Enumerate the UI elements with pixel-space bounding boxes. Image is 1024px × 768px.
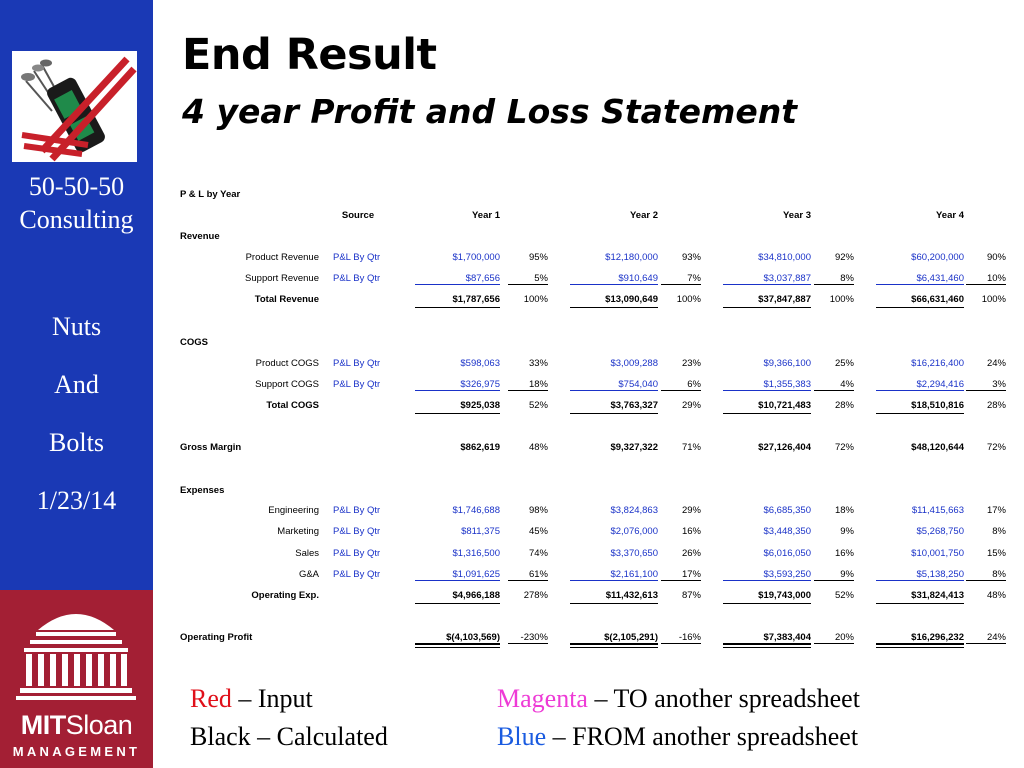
value-year-3: $1,355,383 [723, 379, 811, 391]
percent-year-3: 20% [814, 632, 854, 644]
value-year-2: $754,040 [570, 379, 658, 391]
value-year-4: $60,200,000 [911, 252, 964, 263]
legend-red-word: Red [190, 684, 232, 713]
percent-year-3: 28% [834, 400, 854, 411]
percent-year-3: 16% [834, 548, 854, 559]
row-source-link: P&L By Qtr [333, 548, 381, 559]
legend-blue [497, 722, 858, 752]
value-year-3: $9,366,100 [763, 358, 811, 369]
col-header-year-3: Year 3 [783, 210, 811, 221]
value-year-4: $16,296,232 [876, 632, 964, 644]
value-year-2: $12,180,000 [605, 252, 658, 263]
percent-year-1: 74% [528, 548, 548, 559]
value-year-1: $1,091,625 [415, 569, 500, 581]
section-expenses: Expenses [180, 485, 225, 496]
value-year-4: $18,510,816 [911, 400, 964, 411]
value-year-1: $1,700,000 [452, 252, 500, 263]
value-year-1: $925,038 [460, 400, 500, 411]
sidebar-item-nuts: Nuts [51, 312, 102, 341]
percent-year-4: 15% [986, 548, 1006, 559]
col-header-year-2: Year 2 [630, 210, 658, 221]
percent-year-4: 48% [986, 590, 1006, 601]
value-year-1: $1,316,500 [452, 548, 500, 559]
row-source-link: P&L By Qtr [333, 252, 381, 263]
value-year-4: $10,001,750 [911, 548, 964, 559]
percent-year-1: 48% [528, 442, 548, 453]
value-year-2: $(2,105,291) [570, 632, 658, 644]
row-label: Sales [295, 548, 319, 559]
legend-blue-word: Blue [497, 722, 547, 751]
value-year-4: $11,415,663 [911, 505, 964, 516]
value-year-4: $66,631,460 [911, 294, 964, 305]
value-year-2: $9,327,322 [610, 442, 658, 453]
legend-magenta-text: – TO another spreadsheet [587, 684, 860, 713]
value-year-3: $6,016,050 [763, 548, 811, 559]
percent-year-4: 100% [981, 294, 1006, 305]
percent-year-1: 278% [523, 590, 548, 601]
section-cogs: COGS [180, 337, 208, 348]
legend-magenta-word: Magenta [497, 684, 588, 713]
brand-line-2: Consulting [19, 205, 134, 234]
percent-year-4: 90% [986, 252, 1006, 263]
legend-magenta [497, 684, 860, 714]
percent-year-1: 5% [508, 273, 548, 285]
row-label: Total COGS [266, 400, 319, 411]
percent-year-1: 52% [528, 400, 548, 411]
row-source-link: P&L By Qtr [333, 505, 381, 516]
value-year-3: $27,126,404 [758, 442, 811, 453]
value-year-4: $5,138,250 [876, 569, 964, 581]
value-year-2: $2,076,000 [610, 526, 658, 537]
value-year-2: $13,090,649 [605, 294, 658, 305]
row-source-link: P&L By Qtr [333, 526, 381, 537]
percent-year-3: 8% [814, 273, 854, 285]
percent-year-1: 95% [528, 252, 548, 263]
percent-year-4: 8% [966, 569, 1006, 581]
percent-year-4: 28% [986, 400, 1006, 411]
page-subtitle: 4 year Profit and Loss Statement [182, 92, 798, 131]
percent-year-1: 100% [523, 294, 548, 305]
mit-label: MIT [20, 710, 66, 740]
row-source-link: P&L By Qtr [333, 273, 381, 284]
legend-black-word: Black [190, 722, 251, 751]
percent-year-4: 17% [986, 505, 1006, 516]
value-year-1: $862,619 [460, 442, 500, 453]
value-year-3: $3,037,887 [723, 273, 811, 285]
value-year-1: $811,375 [461, 526, 500, 537]
legend-red-text: – Input [231, 684, 313, 713]
percent-year-2: 16% [681, 526, 701, 537]
percent-year-2: 17% [661, 569, 701, 581]
percent-year-4: 8% [992, 526, 1006, 537]
value-year-2: $3,370,650 [610, 548, 658, 559]
percent-year-3: 18% [834, 505, 854, 516]
brand-line-1: 50-50-50 [28, 172, 125, 201]
row-label: Support Revenue [245, 273, 319, 284]
value-year-1: $4,966,188 [452, 590, 500, 601]
value-year-4: $5,268,750 [916, 526, 964, 537]
value-year-4: $16,216,400 [911, 358, 964, 369]
row-label: Total Revenue [254, 294, 319, 305]
percent-year-2: 100% [676, 294, 701, 305]
percent-year-2: 7% [661, 273, 701, 285]
sidebar-item-and: And [54, 370, 99, 399]
row-label: Product COGS [255, 358, 319, 369]
percent-year-2: 23% [681, 358, 701, 369]
col-header-source: Source [341, 210, 375, 221]
percent-year-4: 10% [966, 273, 1006, 285]
value-year-1: $1,787,656 [452, 294, 500, 305]
row-label: Gross Margin [180, 442, 242, 453]
value-year-1: $598,063 [460, 358, 500, 369]
percent-year-1: -230% [508, 632, 548, 644]
value-year-3: $34,810,000 [758, 252, 811, 263]
legend-blue-text: – FROM another spreadsheet [546, 722, 859, 751]
percent-year-3: 92% [834, 252, 854, 263]
percent-year-3: 9% [840, 526, 854, 537]
value-year-3: $19,743,000 [758, 590, 811, 601]
sidebar-item-date: 1/23/14 [36, 486, 117, 515]
value-year-4: $2,294,416 [876, 379, 964, 391]
percent-year-2: 6% [661, 379, 701, 391]
management-label: MANAGEMENT [12, 744, 141, 759]
page-title: End Result [182, 30, 437, 80]
percent-year-2: 26% [681, 548, 701, 559]
percent-year-4: 3% [966, 379, 1006, 391]
percent-year-2: 29% [681, 505, 701, 516]
value-year-1: $87,656 [415, 273, 500, 285]
row-label: G&A [298, 569, 319, 580]
legend-black [190, 722, 388, 752]
sloan-label: Sloan [65, 710, 133, 740]
legend-red [190, 684, 313, 714]
col-header-year-4: Year 4 [936, 210, 964, 221]
percent-year-1: 45% [528, 526, 548, 537]
value-year-1: $1,746,688 [452, 505, 500, 516]
value-year-3: $3,448,350 [763, 526, 811, 537]
percent-year-2: -16% [661, 632, 701, 644]
value-year-2: $3,763,327 [610, 400, 658, 411]
value-year-2: $2,161,100 [570, 569, 658, 581]
col-header-year-1: Year 1 [472, 210, 500, 221]
percent-year-3: 25% [834, 358, 854, 369]
percent-year-4: 72% [986, 442, 1006, 453]
percent-year-2: 29% [681, 400, 701, 411]
value-year-3: $6,685,350 [763, 505, 811, 516]
value-year-2: $910,649 [570, 273, 658, 285]
row-label: Engineering [268, 505, 319, 516]
value-year-1: $326,975 [415, 379, 500, 391]
value-year-3: $10,721,483 [758, 400, 811, 411]
row-label: Operating Exp. [251, 590, 319, 601]
percent-year-3: 4% [814, 379, 854, 391]
value-year-4: $48,120,644 [911, 442, 964, 453]
section-revenue: Revenue [180, 231, 220, 242]
value-year-3: $7,383,404 [723, 632, 811, 644]
percent-year-2: 71% [681, 442, 701, 453]
value-year-2: $3,009,288 [610, 358, 658, 369]
value-year-4: $31,824,413 [911, 590, 964, 601]
legend-black-text: – Calculated [250, 722, 388, 751]
percent-year-3: 100% [829, 294, 854, 305]
sidebar-item-bolts: Bolts [49, 428, 104, 457]
row-label: Marketing [277, 526, 319, 537]
row-label: Product Revenue [245, 252, 319, 263]
percent-year-1: 98% [528, 505, 548, 516]
value-year-3: $37,847,887 [758, 294, 811, 305]
row-source-link: P&L By Qtr [333, 379, 381, 390]
value-year-4: $6,431,460 [876, 273, 964, 285]
row-source-link: P&L By Qtr [333, 358, 381, 369]
row-label: Support COGS [255, 379, 319, 390]
percent-year-2: 87% [681, 590, 701, 601]
row-source-link: P&L By Qtr [333, 569, 381, 580]
row-label: Operating Profit [180, 632, 253, 643]
percent-year-1: 61% [508, 569, 548, 581]
value-year-2: $11,432,613 [605, 590, 658, 601]
percent-year-1: 33% [528, 358, 548, 369]
value-year-2: $3,824,863 [610, 505, 658, 516]
percent-year-3: 72% [834, 442, 854, 453]
sheet-heading: P & L by Year [180, 189, 241, 200]
percent-year-2: 93% [681, 252, 701, 263]
percent-year-4: 24% [986, 358, 1006, 369]
percent-year-3: 52% [834, 590, 854, 601]
value-year-3: $3,593,250 [723, 569, 811, 581]
percent-year-3: 9% [814, 569, 854, 581]
percent-year-4: 24% [966, 632, 1006, 644]
percent-year-1: 18% [508, 379, 548, 391]
value-year-1: $(4,103,569) [415, 632, 500, 644]
